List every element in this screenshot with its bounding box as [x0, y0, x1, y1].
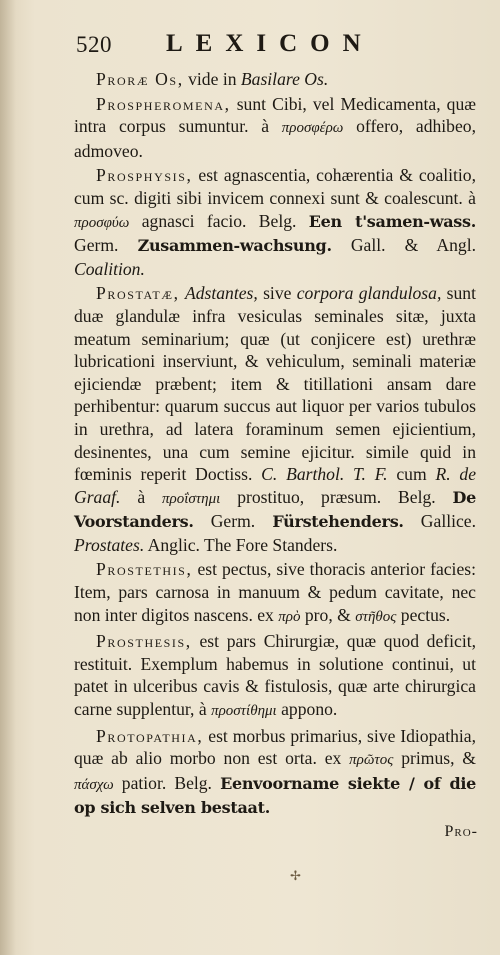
definition-text: primus, &: [393, 748, 476, 769]
italic-term: Adstantes,: [184, 283, 258, 304]
greek-etymon: προσφέρω: [281, 120, 344, 137]
greek-etymon: προστίθημι: [211, 703, 277, 720]
definition-text: vide in: [188, 69, 241, 89]
entry-prostatae: [74, 282, 476, 556]
entry-prorae-os: [74, 68, 476, 91]
page-number: 520: [76, 32, 112, 57]
spine-shadow: [0, 0, 16, 955]
french-term: Prostates.: [74, 534, 145, 555]
italic-term: corpora glandulosa,: [296, 283, 442, 304]
definition-text: prostituo, præsum. Belg.: [220, 486, 453, 507]
running-title: LEXICON: [166, 30, 374, 57]
entry-prosthesis: [74, 630, 476, 722]
page-body: [74, 68, 476, 822]
definition-text: cum: [387, 464, 436, 485]
definition-text: agnasci facio. Belg.: [141, 210, 309, 231]
headword: Prostethis,: [96, 559, 193, 580]
headword: Prospheromena,: [96, 93, 231, 114]
definition-text: patior. Belg.: [113, 772, 221, 793]
greek-etymon: προσφύω: [74, 214, 130, 231]
definition-text: Germ.: [193, 511, 273, 532]
headword: Prosphysis,: [96, 165, 193, 186]
printer-ornament-icon: ✢: [290, 868, 301, 883]
definition-text: sunt Cibi, vel Medicamenta, quæ intra corpus sumuntur. à: [74, 93, 476, 137]
author-reference: C. Barthol. T. F.: [261, 464, 388, 485]
page-header: [70, 30, 480, 70]
belgian-term: Een t'samen-wass.: [308, 211, 476, 231]
definition-text: est morbus primarius, sive Idiopathia, quæ ab alio morbo non est orta. ex: [74, 725, 476, 769]
belgian-term: De Voorstanders.: [74, 487, 477, 532]
headword: Prosthesis,: [96, 631, 192, 652]
headword: Protopathia,: [96, 725, 204, 746]
greek-etymon: πρῶτος: [349, 752, 394, 769]
entry-prosphysis: [74, 164, 476, 280]
entry-prospheromena: [74, 93, 476, 163]
definition-text: offero, adhibeo, admoveo.: [74, 116, 476, 161]
german-term: Zusammen-wachsung.: [137, 236, 332, 256]
cross-reference: Basilare Os.: [240, 69, 329, 89]
definition-text: est pars Chirurgiæ, quæ quod deficit, restituit. Exemplum habemus in solutione continui, ut patet in ulceribus cavis & fistulosis, quæ arte chirurgica carne supplentur, à: [74, 631, 476, 720]
definition-text: pro, &: [300, 604, 356, 625]
definition-text: Germ.: [74, 235, 138, 256]
definition-text: Anglic. The Fore Standers.: [144, 534, 338, 555]
definition-text: Gallice.: [403, 511, 476, 532]
belgian-term: Eenvoorname siekte / of die op sich selven bestaat.: [74, 773, 476, 818]
author-reference: R. de Graaf.: [74, 464, 477, 507]
definition-text: Gall. & Angl.: [331, 235, 477, 256]
greek-etymon: προΐστημι: [162, 490, 221, 507]
english-term: Coalition.: [74, 258, 145, 279]
entry-protopathia: [74, 725, 476, 820]
greek-etymon: πρὸ: [278, 608, 301, 625]
definition-text: sunt duæ glandulæ infra vesiculas seminales sitæ, juxta meatum seminarium; quæ (ut conjicere est) urethræ lubricationi inserviunt, & vehiculum, seminali materiæ ejiciendæ præbent; item & titillationi ansam dare perhibentur: quarum succus aut liquor per varios tubulos in urethra, ad latera foraminum semen ejicientium, desinentes, una cum semine ejicitur. simile quid in fœminis reperit Doctiss.: [74, 283, 476, 485]
definition-text: appono.: [276, 699, 338, 720]
definition-text: à: [120, 486, 163, 507]
german-term: Fürstehenders.: [272, 512, 404, 532]
definition-text: est agnascentia, cohærentia & coalitio, cum sc. digiti sibi invicem connexi sunt & coalescunt. à: [74, 165, 476, 208]
definition-text: sive: [257, 283, 297, 304]
greek-etymon: πάσχω: [74, 776, 114, 793]
definition-text: pectus.: [396, 604, 451, 625]
entry-prostethis: [74, 558, 476, 628]
greek-etymon: στῆθος: [355, 608, 397, 625]
catchword: Pro-: [444, 823, 478, 840]
definition-text: est pectus, sive thoracis anterior facies: Item, pars carnosa in manuum & pedum cavitate, nec non inter digitos nascens. ex: [74, 559, 476, 625]
headword: Prostatæ,: [96, 283, 180, 304]
headword: Proræ Os,: [96, 69, 184, 89]
